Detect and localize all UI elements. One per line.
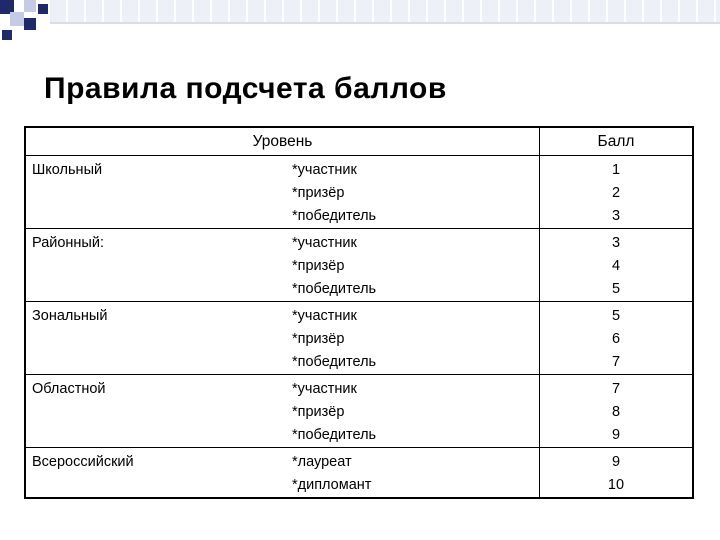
place-label: *дипломант	[292, 477, 372, 493]
points-value: 7	[611, 381, 621, 397]
points-cell	[540, 156, 694, 229]
points-value: 3	[611, 235, 621, 251]
places-cell	[280, 302, 540, 375]
table-row	[25, 229, 693, 302]
place-label: *участник	[292, 308, 357, 324]
place-label: *победитель	[292, 427, 377, 443]
table-row	[25, 448, 693, 499]
points-cell	[540, 375, 694, 448]
table-row	[25, 375, 693, 448]
header-points: Балл	[540, 127, 694, 156]
points-value: 5	[611, 281, 621, 297]
place-label: *призёр	[292, 404, 345, 420]
level-name: Районный:	[25, 229, 280, 302]
points-value: 9	[611, 427, 621, 443]
points-value: 4	[611, 258, 621, 274]
places-cell	[280, 229, 540, 302]
points-cell	[540, 229, 694, 302]
header-level: Уровень	[25, 127, 540, 156]
points-cell	[540, 302, 694, 375]
place-label: *призёр	[292, 331, 345, 347]
place-label: *победитель	[292, 208, 377, 224]
page-title: Правила подсчета баллов	[44, 72, 447, 105]
place-label: *участник	[292, 162, 357, 178]
points-value: 6	[611, 331, 621, 347]
points-value: 10	[607, 477, 625, 493]
table-row	[25, 302, 693, 375]
header-stripe	[50, 0, 720, 22]
points-value: 8	[611, 404, 621, 420]
scoring-table	[24, 126, 694, 499]
place-label: *участник	[292, 235, 357, 251]
place-label: *призёр	[292, 258, 345, 274]
points-cell	[540, 448, 694, 499]
level-name: Областной	[25, 375, 280, 448]
level-name: Школьный	[25, 156, 280, 229]
place-label: *победитель	[292, 281, 377, 297]
points-value: 3	[611, 208, 621, 224]
points-value: 2	[611, 185, 621, 201]
places-cell	[280, 448, 540, 499]
slide-corner-decoration	[0, 0, 720, 50]
place-label: *призёр	[292, 185, 345, 201]
table-row	[25, 156, 693, 229]
place-label: *участник	[292, 381, 357, 397]
places-cell	[280, 156, 540, 229]
level-name: Всероссийский	[32, 454, 134, 470]
places-cell	[280, 375, 540, 448]
place-label: *победитель	[292, 354, 377, 370]
points-value: 5	[611, 308, 621, 324]
place-label: *лауреат	[292, 454, 352, 470]
points-value: 1	[611, 162, 621, 178]
points-value: 7	[611, 354, 621, 370]
header-rule	[50, 22, 720, 24]
level-name: Зональный	[25, 302, 280, 375]
points-value: 9	[611, 454, 621, 470]
